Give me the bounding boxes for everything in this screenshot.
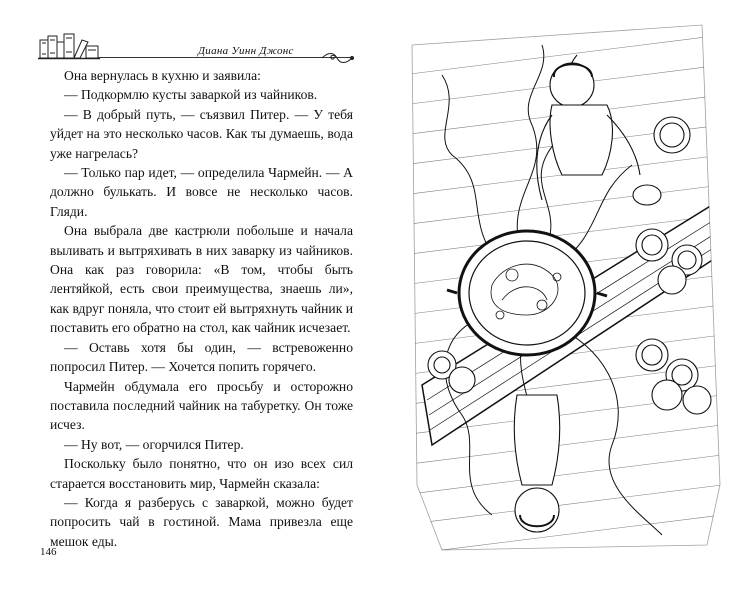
right-page (375, 0, 750, 594)
body-text (50, 66, 353, 551)
paragraph: — Только пар идет, — определила Чармейн. — А должно булькать. И вовсе не несколько часов. Гляди. (50, 165, 353, 219)
running-header (38, 20, 350, 60)
page-number: 146 (40, 546, 57, 558)
paragraph: — Когда я разберусь с заваркой, можно будет попросить чай в гостиной. Мама привезла еще мешок еды. (50, 494, 353, 549)
running-header-author: Диана Уинн Джонс (198, 45, 294, 57)
paragraph: Она вернулась в кухню и заявила: (64, 68, 261, 83)
paragraph: — Оставь хотя бы один, — встревоженно попросил Питер. — Хочется попить горячего. (50, 339, 353, 375)
paragraph: Чармейн обдумала его просьбу и осторожно поставила последний чайник на табуретку. Он тоже исчез. (50, 378, 353, 433)
books-vignette-icon (38, 28, 100, 60)
paragraph: Она выбрала две кастрюли побольше и начала выливать и вытряхивать в них заварку из чайников. Она как раз говорила: «В том, чтобы быть лентяйкой, есть свои преимущества, знаешь ли», как вдруг поняла, что стоит ей вытряхнуть чайник и поставить его обратно на стол, как чайник исчезает. (50, 223, 353, 336)
paragraph: — Подкормлю кусты заваркой из чайников. (64, 87, 318, 103)
kitchen-illustration (402, 15, 722, 555)
header-rule (98, 57, 350, 58)
paragraph: — Ну вот, — огорчился Питер. (64, 436, 244, 452)
flourish-ornament-icon (320, 50, 354, 66)
paragraph: Поскольку было понятно, что он изо всех сил старается восстановить мир, Чармейн сказала: (50, 456, 353, 491)
paragraph: — В добрый путь, — съязвил Питер. — У тебя уйдет на это несколько часов. Как ты думаешь, вода уже нагрелась? (50, 106, 353, 161)
